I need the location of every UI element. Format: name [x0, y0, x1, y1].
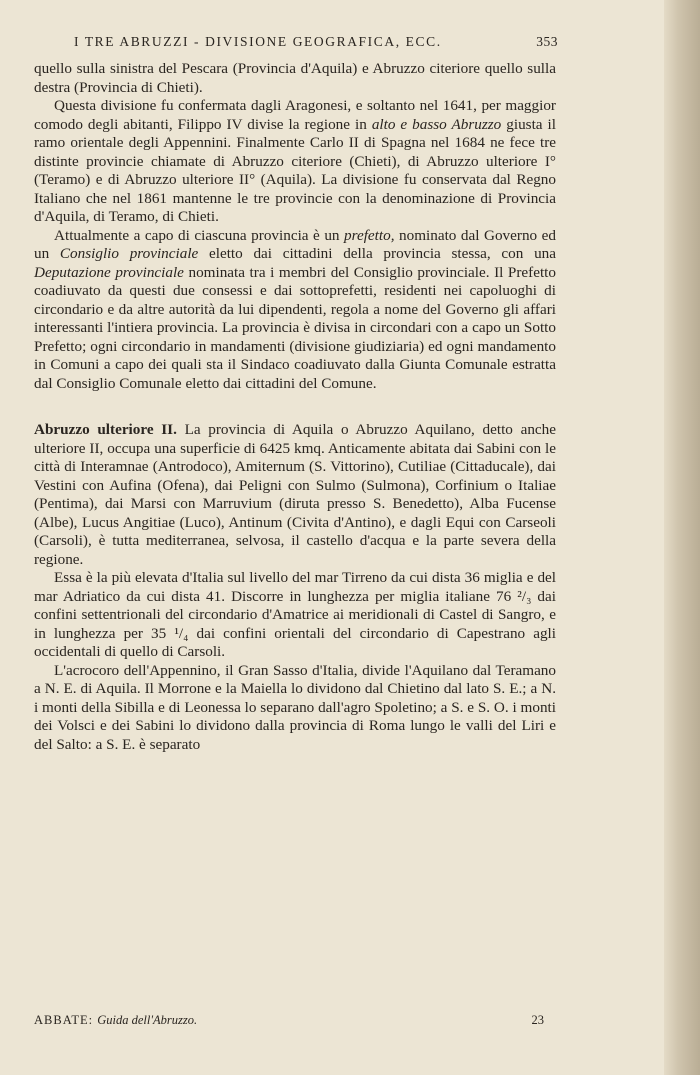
section-heading: Abruzzo ulteriore II. [34, 421, 177, 438]
italic-term-deputazione: Deputazione provinciale [34, 263, 184, 281]
italic-term-alto-basso: alto e basso Abruzzo [371, 115, 502, 133]
italic-term-prefetto: prefetto, [344, 226, 395, 244]
book-reference [34, 1013, 197, 1027]
running-header [74, 34, 558, 50]
paragraph-3-part: eletto dai cittadini della provincia stessa, con una [198, 245, 556, 262]
page-number: 353 [536, 34, 558, 49]
paragraph-2 [34, 97, 556, 227]
page-gutter [664, 0, 700, 1075]
paragraph-1: quello sulla sinistra del Pescara (Provincia d'Aquila) e Abruzzo citeriore quello sulla destra (Provincia di Chieti). [34, 60, 556, 96]
page-footer [34, 1013, 544, 1028]
italic-term-consiglio: Consiglio provinciale [59, 245, 199, 262]
paragraph-6: L'acrocoro dell'Appennino, il Gran Sasso d'Italia, divide l'Aquilano dal Teramano a N. E. di Aquila. Il Morrone e la Maiella lo dividono dal Chietino dal lato S. E.; a N. i monti della Sibilla e di Leonessa lo separano dall'agro Spoletino; a S. e S. O. i monti dei Volsci e dei Sabini lo dividono dalla provincia di Roma lungo le valli del Liri e del Salto: a S. E. è separato [34, 661, 556, 753]
paragraph-4 [34, 421, 556, 569]
signature-mark: 23 [531, 1013, 544, 1027]
paragraph-4-text: La provincia di Aquila o Abruzzo Aquilano, detto anche ulteriore II, occupa una superficie di 6425 kmq. Anticamente abitata dai Sabini con le città di Interamnae (Antrodoco), Amiternum (S. Vittorino), Cutiliae (Cittaducale), dai Vestini con Aufina (Ofena), dai Peligni con Sulmo (Sulmona), Corfinium o Italiae (Pentima), dai Marsi con Marruvium (diruta presso S. Benedetto), Alba Fucense (Albe), Lucus Angitiae (Luco), Antinum (Civita d'Antino), e dagli Equi con Carseoli (Carsoli), è tutta mediterranea, selvosa, il castello d'acqua e la parte severa della regione. [34, 421, 556, 568]
paragraph-3-part: nominata tra i membri del Consiglio provinciale. Il Prefetto coadiuvato da questi due consessi e dai sottoprefetti, residenti nei capoluoghi di circondario e da altre autorità da lui dipendenti, regola a nome del Governo gli affari interessanti l'intiera provincia. La provincia è divisa in circondari con a capo un Sotto Prefetto; ogni circondario in mandamenti (divisione giudiziaria) ed ogni mandamento in Comuni a capo dei quali sta il Sindaco coadiuvato dalla Giunta Comunale estratta dal Consiglio Comunale eletto dai cittadini del Comune. [34, 263, 557, 392]
paragraph-5: Essa è la più elevata d'Italia sul livello del mar Tirreno da cui dista 36 miglia e del mar Adriatico da cui dista 41. Discorre in lunghezza per miglia italiane 76 ²/₃ dai confini settentrionali del circondario d'Amatrice ai meridionali di Castel di Sangro, e in lunghezza per 35 ¹/₄ dai confini orientali del circondario di Capestrano agli occidentali di quello di Carsoli. [34, 569, 556, 660]
running-title: I TRE ABRUZZI - DIVISIONE GEOGRAFICA, ECC. [74, 34, 442, 49]
paragraph-2-part: Questa divisione fu confermata dagli Aragonesi, e soltanto nel 1641, per maggior comodo degli abitanti, Filippo IV divise la regione in [34, 97, 556, 133]
paragraph-3 [34, 227, 556, 394]
paragraph-3-part: Attualmente a capo di ciascuna provincia è un [54, 226, 345, 244]
paragraph-3-part: nominato dal Governo ed un [34, 226, 556, 262]
paragraph-2-part: giusta il ramo orientale degli Appennini. Finalmente Carlo II di Spagna nel 1684 ne fece tre distinte provincie chiamate di Abruzzo citeriore (Chieti), di Abruzzo ulteriore I° (Teramo) e di Abruzzo ulteriore II° (Aquila). La divisione fu conservata dal Regno Italiano che nel 1861 mantenne le tre provincie con la denominazione di Provincia d'Aquila, di Teramo, di Chieti. [34, 115, 556, 225]
footer-title: Guida dell'Abruzzo. [97, 1013, 198, 1027]
footer-author: ABBATE: [34, 1013, 94, 1027]
body-text [34, 60, 556, 754]
